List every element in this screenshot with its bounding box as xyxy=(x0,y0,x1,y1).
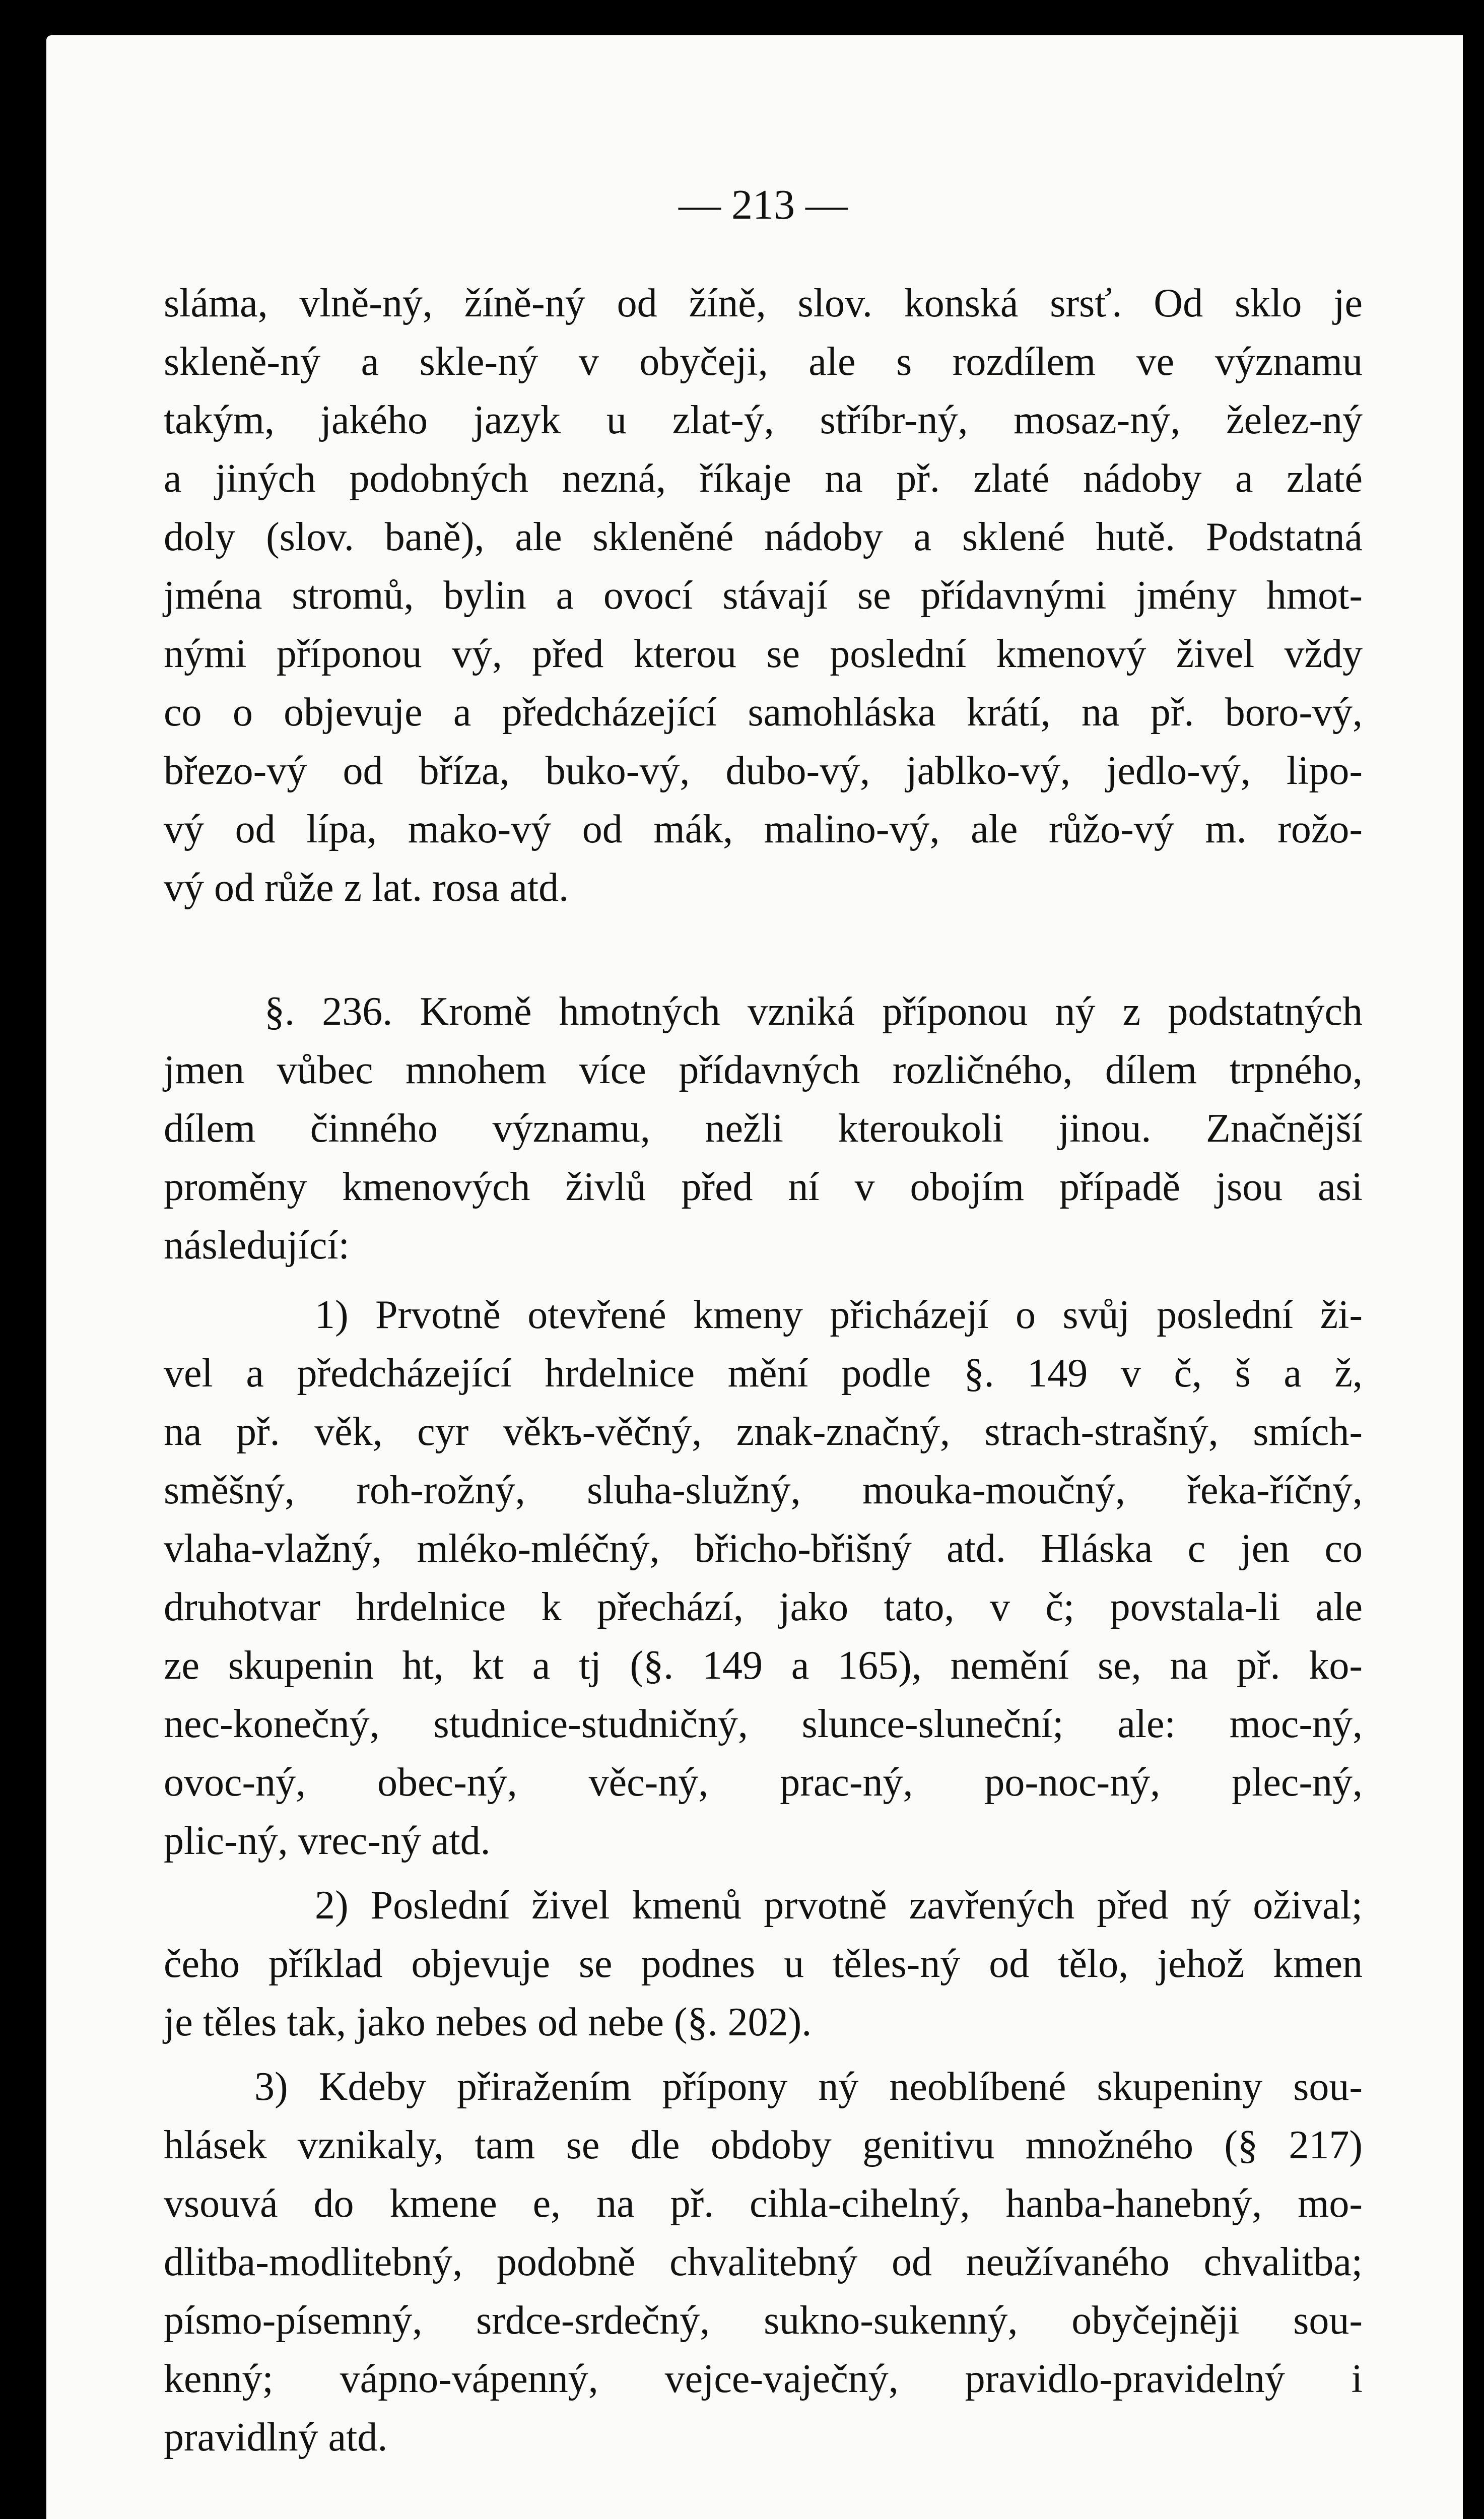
text-line: hlásek vznikaly, tam se dle obdoby genitivu množného (§ 217) xyxy=(164,2123,1363,2167)
text-line: vlaha-vlažný, mléko-mléčný, břicho-břišný atd. Hláska c jen co xyxy=(164,1527,1363,1571)
text-line: a jiných podobných nezná, říkaje na př. zlaté nádoby a zlaté xyxy=(164,456,1363,501)
text-line: druhotvar hrdelnice k přechází, jako tato, v č; povstala-li ale xyxy=(164,1585,1363,1629)
text-line: směšný, roh-rožný, sluha-služný, mouka-moučný, řeka-říčný, xyxy=(164,1468,1363,1512)
text-line: březo-vý od bříza, buko-vý, dubo-vý, jablko-vý, jedlo-vý, lipo- xyxy=(164,749,1363,793)
book-page xyxy=(46,35,1463,2519)
text-line: dlitba-modlitebný, podobně chvalitebný od neužívaného chvalitba; xyxy=(164,2240,1363,2284)
text-line: nými příponou vý, před kterou se poslední kmenový živel vždy xyxy=(164,632,1363,676)
text-line: takým, jakého jazyk u zlat-ý, stříbr-ný, mosaz-ný, želez-ný xyxy=(164,398,1363,442)
text-line: vý od růže z lat. rosa atd. xyxy=(164,866,569,910)
text-line: pravidlný atd. xyxy=(164,2415,388,2460)
text-line: jména stromů, bylin a ovocí stávají se přídavnými jmény hmot- xyxy=(164,573,1363,618)
text-line: je těles tak, jako nebes od nebe (§. 202). xyxy=(164,2000,812,2044)
text-line: co o objevuje a předcházející samohláska krátí, na př. boro-vý, xyxy=(164,690,1363,735)
page-number: — 213 — xyxy=(679,181,848,228)
text-line: jmen vůbec mnohem více přídavných rozličného, dílem trpného, xyxy=(164,1048,1363,1092)
text-line: vý od lípa, mako-vý od mák, malino-vý, ale růžo-vý m. rožo- xyxy=(164,807,1363,851)
text-line: vel a předcházející hrdelnice mění podle §. 149 v č, š a ž, xyxy=(164,1351,1363,1396)
text-line: sláma, vlně-ný, žíně-ný od žíně, slov. konská srsť. Od sklo je xyxy=(164,281,1363,325)
text-line: nec-konečný, studnice-studničný, slunce-sluneční; ale: moc-ný, xyxy=(164,1702,1363,1746)
text-line: písmo-písemný, srdce-srdečný, sukno-sukenný, obyčejněji sou- xyxy=(164,2298,1363,2343)
text-line: 3) Kdeby přiražením přípony ný neoblíbené skupeniny sou- xyxy=(254,2065,1363,2109)
text-line: 2) Poslední živel kmenů prvotně zavřených před ný ožival; xyxy=(315,1883,1363,1928)
text-line: čeho příklad objevuje se podnes u těles-ný od tělo, jehož kmen xyxy=(164,1942,1363,1986)
text-line: ze skupenin ht, kt a tj (§. 149 a 165), nemění se, na př. ko- xyxy=(164,1643,1363,1688)
text-line: ovoc-ný, obec-ný, věc-ný, prac-ný, po-noc-ný, plec-ný, xyxy=(164,1760,1363,1805)
text-line: doly (slov. baně), ale skleněné nádoby a sklené hutě. Podstatná xyxy=(164,515,1363,559)
text-line: skleně-ný a skle-ný v obyčeji, ale s rozdílem ve významu xyxy=(164,340,1363,384)
text-line: 1) Prvotně otevřené kmeny přicházejí o svůj poslední ži- xyxy=(315,1293,1363,1337)
text-line: dílem činného významu, nežli kteroukoli jinou. Značnější xyxy=(164,1106,1363,1151)
text-line: vsouvá do kmene e, na př. cihla-cihelný, hanba-hanebný, mo- xyxy=(164,2181,1363,2226)
text-line: proměny kmenových živlů před ní v obojím případě jsou asi xyxy=(164,1165,1363,1209)
text-line: plic-ný, vrec-ný atd. xyxy=(164,1819,491,1863)
text-line: na př. věk, cyr věkъ-věčný, znak-značný, strach-strašný, smích- xyxy=(164,1410,1363,1454)
text-line: následující: xyxy=(164,1223,350,1268)
text-line: kenný; vápno-vápenný, vejce-vaječný, pravidlo-pravidelný i xyxy=(164,2357,1363,2401)
section-heading-line: §. 236. Kromě hmotných vzniká příponou ný z podstatných xyxy=(264,989,1363,1034)
